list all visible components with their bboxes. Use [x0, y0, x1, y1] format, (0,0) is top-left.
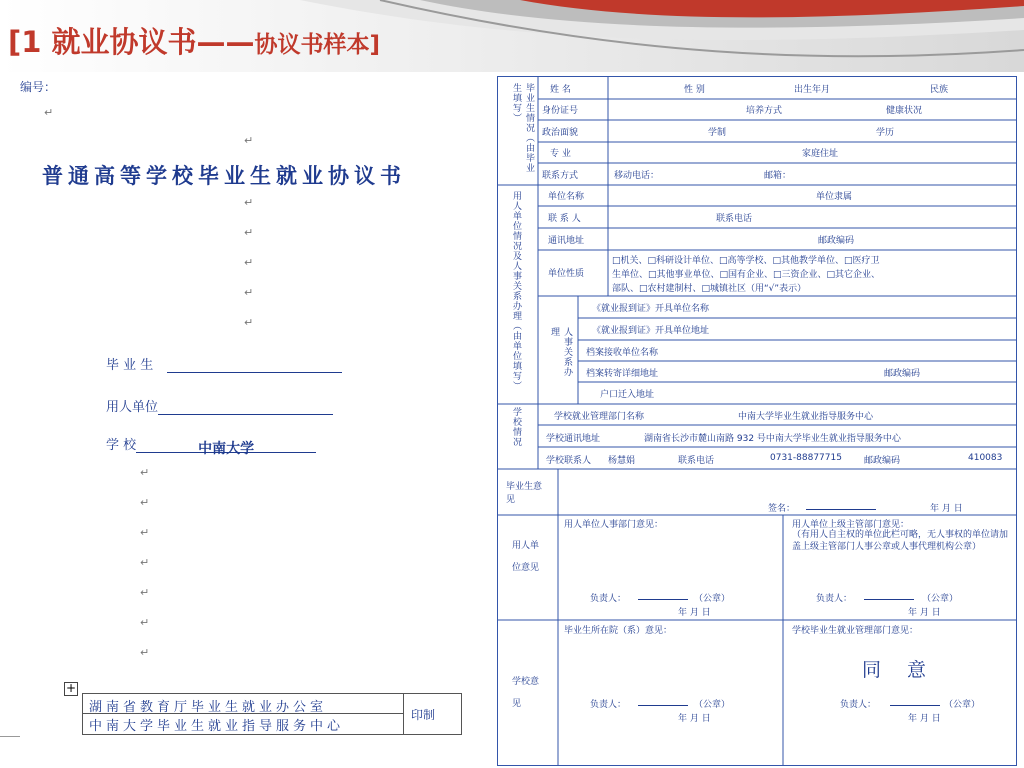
table-move-handle-icon[interactable]: +: [65, 681, 77, 695]
unit-type-options-1: □机关、□科研设计单位、□高等学校、□其他教学单位、□医疗卫: [612, 256, 880, 266]
school-dept-sign-line: [890, 705, 940, 706]
email-label: 邮箱：: [764, 171, 792, 181]
agree-text: 同 意: [862, 659, 937, 681]
section-graduate-label: 毕业生情况（由毕业生填写）: [511, 83, 534, 173]
return-mark-icon: ↵: [244, 316, 254, 329]
college-date: 年 月 日: [678, 714, 711, 724]
birth-label: 出生年月: [794, 85, 831, 95]
school-contact-label: 学校联系人: [546, 456, 592, 466]
return-mark-icon: ↵: [140, 466, 150, 479]
superior-sign-line: [864, 599, 914, 600]
employer-field: [106, 396, 333, 415]
school-dept-seal-label: （公章）: [944, 700, 981, 710]
school-contact-value: 杨慧娟: [608, 456, 636, 466]
unit-type-options-3: 部队、□农村建制村、□城镇社区（用“√”表示）: [612, 284, 807, 294]
return-mark-icon: ↵: [244, 134, 254, 147]
graduate-label: 毕 业 生: [106, 358, 154, 373]
politics-label: 政治面貌: [542, 128, 579, 138]
superior-date: 年 月 日: [908, 608, 941, 618]
mobile-label: 移动电话：: [614, 171, 660, 181]
ethnic-label: 民族: [930, 85, 949, 95]
printed-by-label: 印制: [411, 708, 436, 722]
postcode-label: 邮政编码: [818, 236, 855, 246]
return-mark-icon: ↵: [140, 496, 150, 509]
employer-label: 用人单位: [106, 400, 159, 415]
graduate-line: [167, 358, 342, 373]
college-opinion-label: 毕业生所在院（系）意见：: [564, 626, 673, 636]
superior-seal-label: （公章）: [922, 594, 959, 604]
employer-sign-line: [638, 599, 688, 600]
archive-unit-label: 档案接收单位名称: [586, 348, 659, 358]
school-postcode-label: 邮政编码: [864, 456, 901, 466]
schooling-label: 学制: [708, 128, 727, 138]
hr-dept-opinion-label: 用人单位人事部门意见：: [564, 520, 664, 530]
return-mark-icon: ↵: [244, 256, 254, 269]
document-title: 普通高等学校毕业生就业协议书: [42, 163, 406, 188]
return-mark-icon: ↵: [44, 106, 54, 119]
employer-responsible-label: 负责人：: [590, 594, 627, 604]
name-label: 姓 名: [550, 85, 571, 95]
college-responsible-label: 负责人：: [590, 700, 627, 710]
school-phone-value: 0731-88877715: [770, 453, 842, 463]
report-unit-label: 《就业报到证》开具单位名称: [592, 304, 710, 314]
graduate-date: 年 月 日: [930, 504, 963, 514]
page-edge-line: [0, 736, 20, 737]
slide-title-main: [1 就业协议书——: [8, 25, 255, 59]
unit-name-label: 单位名称: [548, 192, 585, 202]
slide-title-sub: 协议书样本]: [254, 32, 381, 58]
graduate-sign-label: 签名：: [768, 504, 796, 514]
mail-address-label: 通讯地址: [548, 236, 585, 246]
major-label: 专 业: [550, 149, 571, 159]
number-label: 编号：: [20, 80, 57, 94]
publisher-box: [82, 693, 462, 735]
school-dept-value: 中南大学毕业生就业指导服务中心: [738, 412, 874, 422]
hukou-address-label: 户口迁入地址: [600, 390, 655, 400]
unit-belong-label: 单位隶属: [816, 192, 853, 202]
return-mark-icon: ↵: [140, 616, 150, 629]
agreement-cover: [0, 72, 492, 768]
employer-opinion-label: 用人单位意见: [512, 541, 540, 573]
graduate-opinion-label: 毕业生意见: [506, 482, 543, 505]
contact-person-label: 联 系 人: [548, 214, 581, 224]
school-postcode-value: 410083: [968, 453, 1003, 463]
college-sign-line: [638, 705, 688, 706]
unit-type-options-2: 生单位、□其他事业单位、□国有企业、□三资企业、□其它企业、: [612, 270, 881, 280]
report-address-label: 《就业报到证》开具单位地址: [592, 326, 710, 336]
school-dept-opinion-label: 学校毕业生就业管理部门意见：: [792, 626, 919, 636]
hr-section-label: 人事关系办理: [549, 327, 572, 377]
archive-address-label: 档案转寄详细地址: [586, 369, 659, 379]
school-phone-label: 联系电话: [678, 456, 715, 466]
superior-responsible-label: 负责人：: [816, 594, 853, 604]
degree-label: 学历: [876, 128, 895, 138]
school-dept-label: 学校就业管理部门名称: [554, 412, 645, 422]
section-employer-label: 用人单位情况及人事关系办理（由单位填写）: [511, 191, 521, 391]
school-dept-date: 年 月 日: [908, 714, 941, 724]
graduate-field: [106, 354, 342, 373]
agreement-form-table: [497, 76, 1017, 766]
section-school-label: 学校情况: [511, 407, 521, 447]
publisher-line-2: 中南大学毕业生就业指导服务中心: [89, 719, 345, 734]
slide-title: [8, 20, 380, 61]
contact-phone-label: 联系电话: [716, 214, 753, 224]
unit-type-label: 单位性质: [548, 269, 585, 279]
gender-label: 性 别: [684, 85, 705, 95]
contact-label: 联系方式: [542, 171, 579, 181]
school-dept-responsible-label: 负责人：: [840, 700, 877, 710]
employer-seal-label: （公章）: [694, 594, 731, 604]
training-label: 培养方式: [746, 106, 783, 116]
publisher-line-1: 湖南省教育厅毕业生就业办公室: [89, 700, 328, 715]
school-field: [106, 434, 316, 457]
graduate-sign-line: [806, 509, 876, 510]
return-mark-icon: ↵: [244, 196, 254, 209]
school-value: 中南大学: [136, 438, 316, 453]
school-address-value: 湖南省长沙市麓山南路 932 号中南大学毕业生就业指导服务中心: [644, 434, 901, 444]
return-mark-icon: ↵: [140, 526, 150, 539]
return-mark-icon: ↵: [244, 286, 254, 299]
superior-note: （有用人自主权的单位此栏可略，无人事权的单位请加盖上级主管部门人事公章或人事代理机构公章）: [792, 530, 1009, 552]
employer-line: [158, 400, 333, 415]
health-label: 健康状况: [886, 106, 923, 116]
school-address-label: 学校通讯地址: [546, 434, 601, 444]
school-label: 学 校: [106, 438, 137, 453]
school-opinion-label: 学校意见: [512, 677, 540, 709]
superior-opinion-label: 用人单位上级主管部门意见：: [792, 520, 910, 530]
id-label: 身份证号: [542, 106, 579, 116]
home-address-label: 家庭住址: [802, 149, 839, 159]
return-mark-icon: ↵: [244, 226, 254, 239]
college-seal-label: （公章）: [694, 700, 731, 710]
return-mark-icon: ↵: [140, 556, 150, 569]
archive-postcode-label: 邮政编码: [884, 369, 921, 379]
employer-date: 年 月 日: [678, 608, 711, 618]
return-mark-icon: ↵: [140, 646, 150, 659]
return-mark-icon: ↵: [140, 586, 150, 599]
